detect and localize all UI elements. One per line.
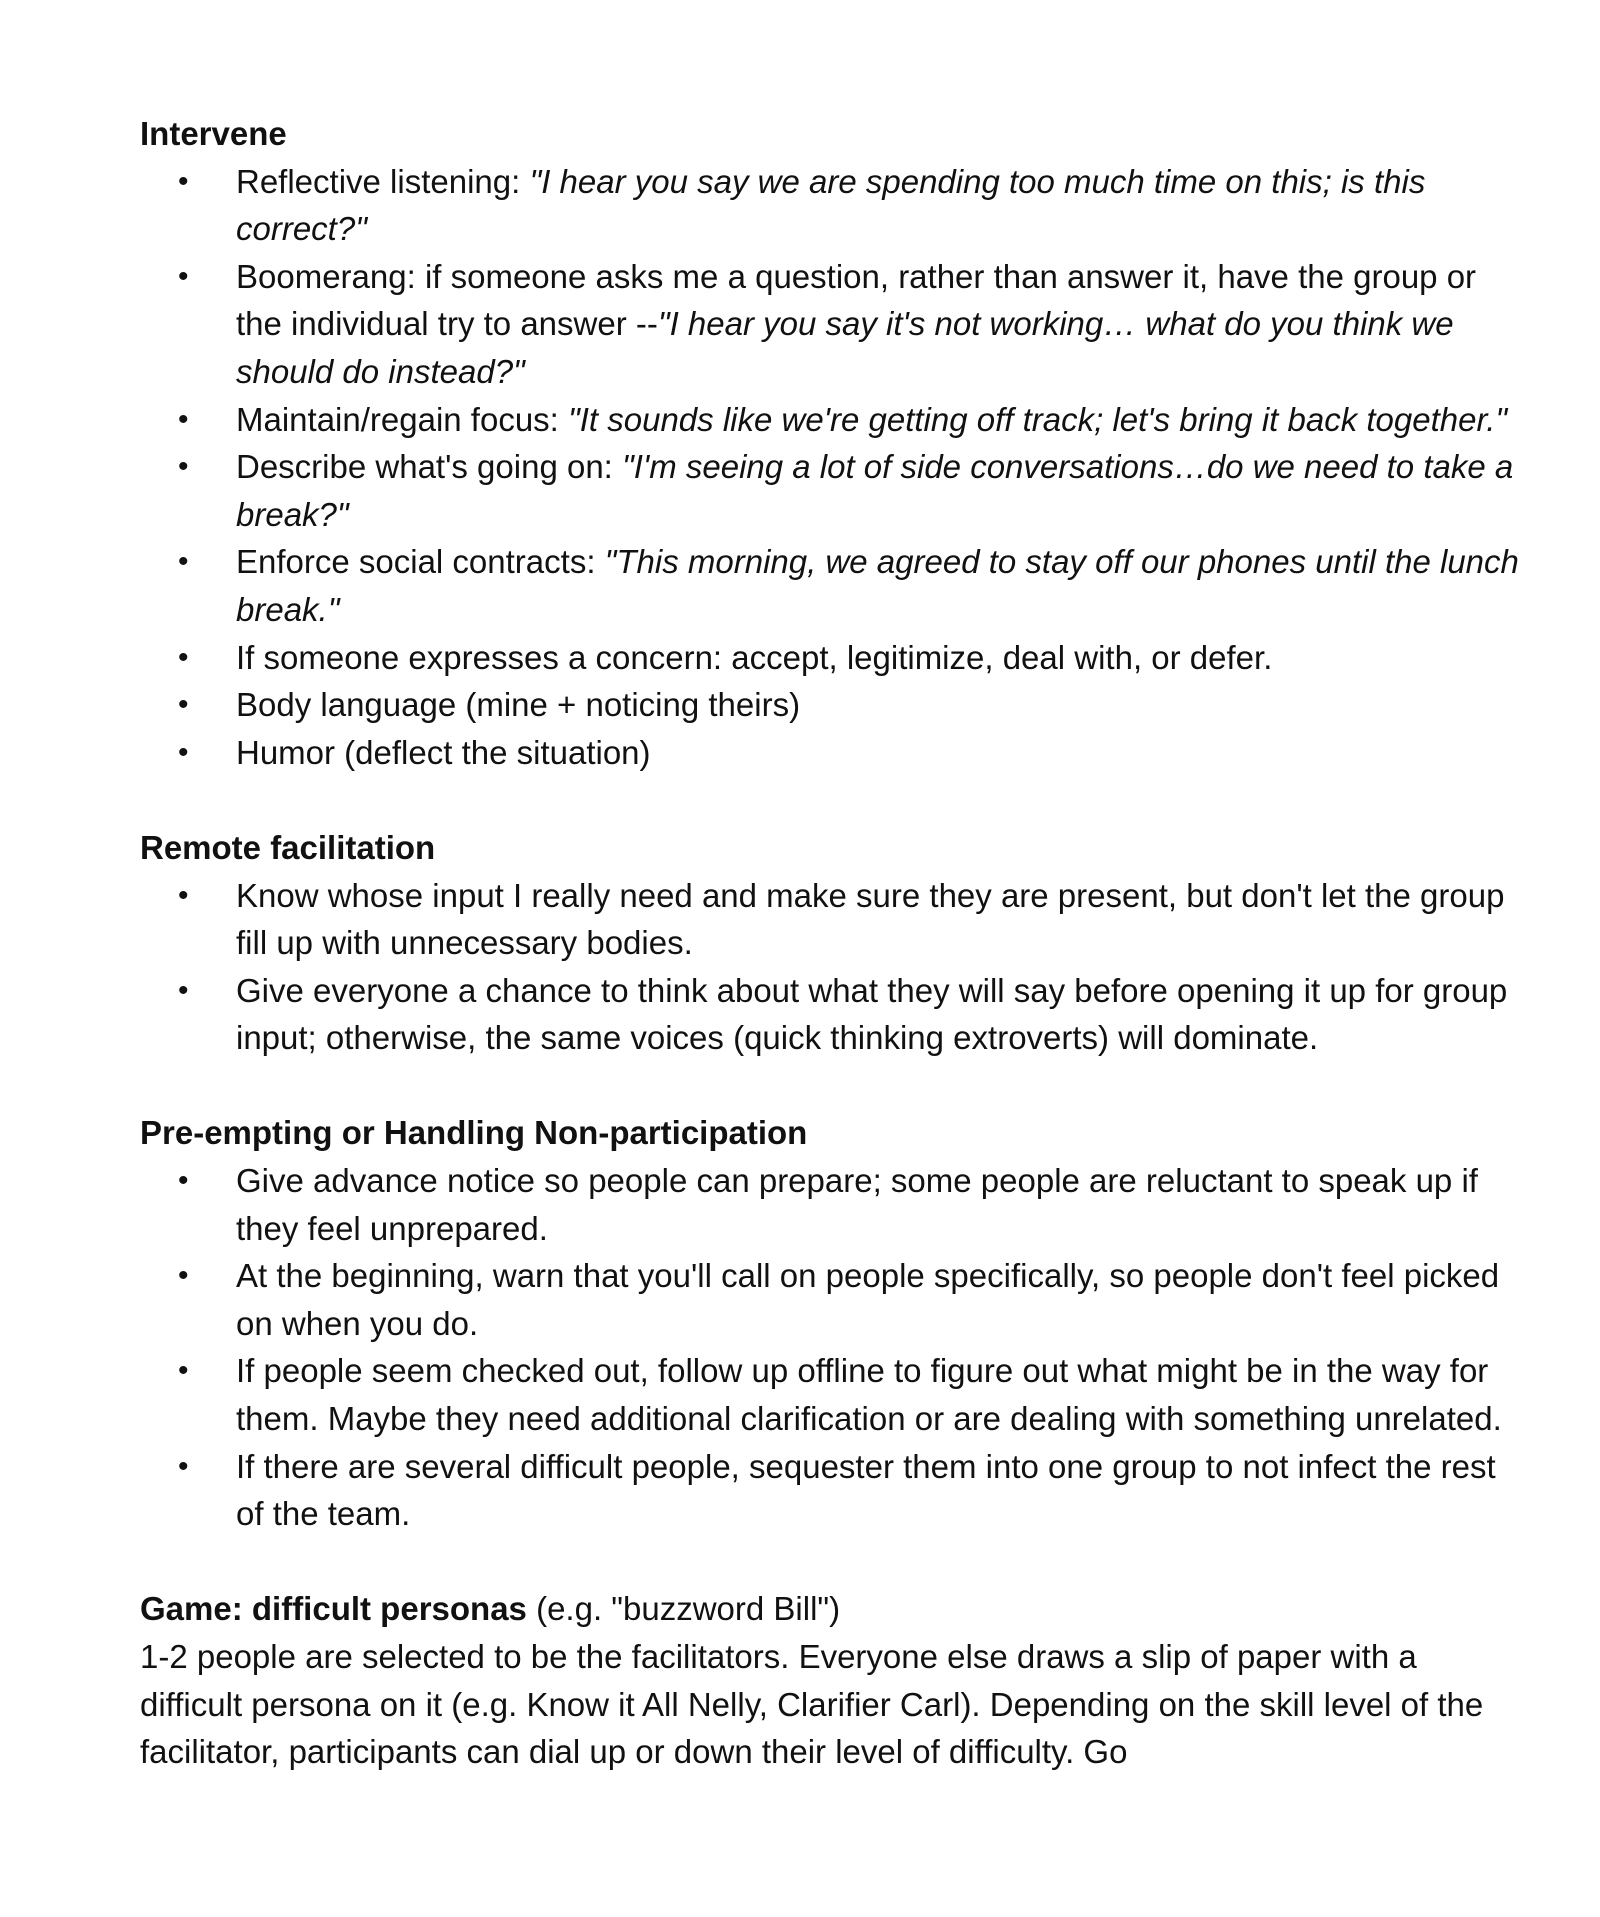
section-heading: Remote facilitation (140, 828, 436, 866)
item-text: Give everyone a chance to think about what they will say before opening it up for group input; otherwise, the same voices (quick thinking extroverts) will dominate. (236, 971, 1508, 1057)
game-heading-line (140, 1585, 1520, 1633)
item-text: Humor (deflect the situation) (236, 733, 651, 771)
item-text: At the beginning, warn that you'll call on people specifically, so people don't feel picked on when you do. (236, 1257, 1500, 1342)
game-body-paragraph: 1-2 people are selected to be the facilitators. Everyone else draws a slip of paper with a difficult persona on it (e.g. Know it All Nelly, Clarifier Carl). Depending on the skill level of the facilitator, participants can dial up or down their level of difficulty. Go (140, 1638, 1484, 1771)
document-content (140, 110, 1520, 1776)
bullet-icon: • (178, 735, 189, 769)
game-heading-note: (e.g. "buzzword Bill") (526, 1590, 841, 1628)
section-intervene (140, 110, 1520, 776)
bullet-icon: • (178, 545, 189, 579)
list-item (140, 443, 1520, 538)
section-heading: Pre-empting or Handling Non-participation (140, 1114, 808, 1152)
bullet-icon: • (178, 688, 189, 722)
item-text: Give advance notice so people can prepare; some people are reluctant to speak up if they feel unprepared. (236, 1162, 1478, 1247)
bullet-icon: • (178, 973, 189, 1007)
section-game (140, 1585, 1520, 1775)
item-text: If people seem checked out, follow up offline to figure out what might be in the way for them. Maybe they need additional clarification or are dealing with something unrelated. (236, 1352, 1502, 1438)
item-text: Describe what's going on: (236, 448, 623, 486)
bullet-icon: • (178, 259, 189, 293)
item-text: If someone expresses a concern: accept, legitimize, deal with, or defer. (236, 638, 1273, 676)
bullet-icon: • (178, 1354, 189, 1388)
bullet-icon: • (178, 1449, 189, 1483)
bullet-icon: • (178, 1164, 189, 1198)
bullet-list (140, 872, 1520, 1062)
section-remote-facilitation (140, 824, 1520, 1062)
section-non-participation (140, 1109, 1520, 1537)
bullet-icon: • (178, 450, 189, 484)
list-item (140, 158, 1520, 253)
bullet-icon: • (178, 878, 189, 912)
bullet-icon: • (178, 402, 189, 436)
item-quote: "I hear you say it's not working… what do you think we should do instead?" (236, 305, 1454, 390)
item-quote: "I hear you say we are spending too much time on this; is this correct?" (236, 162, 1426, 248)
item-quote: "It sounds like we're getting off track; let's bring it back together." (568, 400, 1508, 438)
list-item (140, 872, 1520, 967)
list-item (140, 1347, 1520, 1442)
bullet-list (140, 158, 1520, 777)
item-text: If there are several difficult people, sequester them into one group to not infect the rest of the team. (236, 1447, 1496, 1533)
list-item (140, 967, 1520, 1062)
list-item (140, 634, 1520, 682)
bullet-icon: • (178, 640, 189, 674)
list-item (140, 729, 1520, 777)
item-text: Maintain/regain focus: (236, 400, 569, 438)
list-item (140, 253, 1520, 396)
bullet-icon: • (178, 1259, 189, 1293)
list-item (140, 1157, 1520, 1252)
list-item (140, 681, 1520, 729)
item-text: Body language (mine + noticing theirs) (236, 686, 801, 724)
item-text: Enforce social contracts: (236, 543, 605, 581)
game-heading: Game: difficult personas (140, 1590, 527, 1628)
item-text: Know whose input I really need and make sure they are present, but don't let the group fill up with unnecessary bodies. (236, 876, 1505, 962)
item-text: Reflective listening: (236, 162, 530, 200)
item-quote: "I'm seeing a lot of side conversations…do we need to take a break?" (236, 448, 1514, 533)
bullet-list (140, 1157, 1520, 1538)
list-item (140, 1443, 1520, 1538)
section-heading: Intervene (140, 115, 287, 152)
bullet-icon: • (178, 164, 189, 198)
list-item (140, 538, 1520, 633)
list-item (140, 396, 1520, 444)
item-text: Boomerang: if someone asks me a question, rather than answer it, have the group or the individual try to answer -- (236, 257, 1477, 343)
list-item (140, 1252, 1520, 1347)
item-quote: "This morning, we agreed to stay off our phones until the lunch break." (236, 543, 1519, 628)
